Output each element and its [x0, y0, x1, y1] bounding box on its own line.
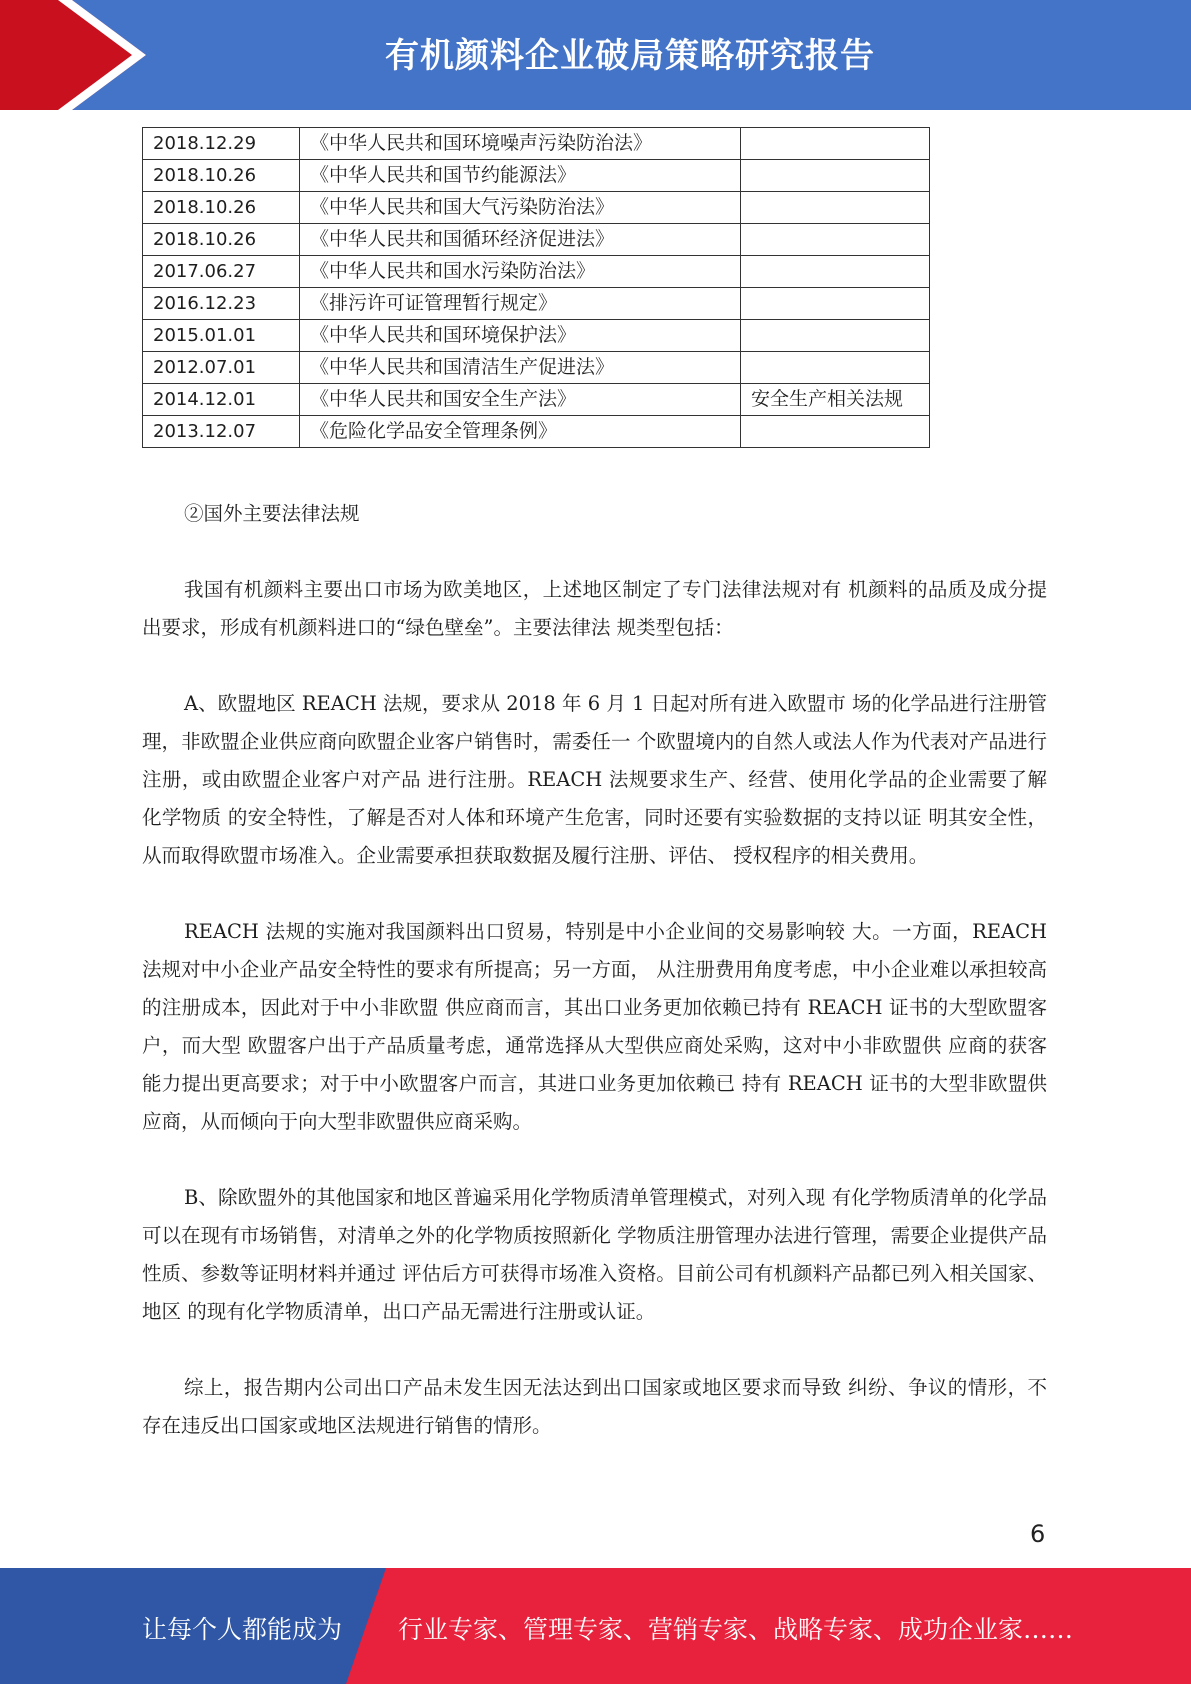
category-cell: 安全生产相关法规 [741, 384, 930, 416]
category-cell [741, 128, 930, 160]
table-row [143, 288, 930, 320]
table-row [143, 224, 930, 256]
law-cell: 《中华人民共和国环境噪声污染防治法》 [300, 128, 741, 160]
law-cell: 《排污许可证管理暂行规定》 [300, 288, 741, 320]
category-cell [741, 160, 930, 192]
date-cell: 2016.12.23 [143, 288, 300, 320]
law-cell: 《中华人民共和国环境保护法》 [300, 320, 741, 352]
law-cell: 《中华人民共和国清洁生产促进法》 [300, 352, 741, 384]
date-cell: 2013.12.07 [143, 416, 300, 448]
date-cell: 2018.10.26 [143, 224, 300, 256]
table-row [143, 192, 930, 224]
law-cell: 《中华人民共和国大气污染防治法》 [300, 192, 741, 224]
header-red-chevron [0, 0, 150, 110]
table-row [143, 160, 930, 192]
table-row [143, 384, 930, 416]
footer-slogan-right: 行业专家、管理专家、营销专家、战略专家、成功企业家…… [398, 1615, 1074, 1644]
paragraph-summary: 综上，报告期内公司出口产品未发生因无法达到出口国家或地区要求而导致 纠纷、争议的情形，不存在违反出口国家或地区法规进行销售的情形。 [142, 1376, 1047, 1437]
date-cell: 2015.01.01 [143, 320, 300, 352]
section-subheading: ②国外主要法律法规 [184, 502, 360, 525]
date-cell: 2014.12.01 [143, 384, 300, 416]
table-row [143, 416, 930, 448]
category-cell [741, 256, 930, 288]
paragraph-reach-eu: A、欧盟地区 REACH 法规，要求从 2018 年 6 月 1 日起对所有进入欧盟市 场的化学品进行注册管理，非欧盟企业供应商向欧盟企业客户销售时，需委任一 个欧盟境内的自然人或法人作为代表对产品进行注册，或由欧盟企业客户对产品 进行注册。REACH 法规要求生产、经营、使用化学品的企业需要了解化学物质 的安全特性，了解是否对人体和环境产生危害，同时还要有实验数据的支持以证 明其安全性，从而取得欧盟市场准入。企业需要承担获取数据及履行注册、评估、 授权程序的相关费用。 [142, 692, 1047, 867]
date-cell: 2018.10.26 [143, 160, 300, 192]
date-cell: 2012.07.01 [143, 352, 300, 384]
paragraph-reach-impact: REACH 法规的实施对我国颜料出口贸易，特别是中小企业间的交易影响较 大。一方面，REACH 法规对中小企业产品安全特性的要求有所提高；另一方面， 从注册费用角度考虑，中小企业难以承担较高的注册成本，因此对于中小非欧盟 供应商而言，其出口业务更加依赖已持有 REACH 证书的大型欧盟客户，而大型 欧盟客户出于产品质量考虑，通常选择从大型供应商处采购，这对中小非欧盟供 应商的获客能力提出更高要求；对于中小欧盟客户而言，其进口业务更加依赖已 持有 REACH 证书的大型非欧盟供应商，从而倾向于向大型非欧盟供应商采购。 [142, 920, 1047, 1133]
page-footer [0, 1568, 1191, 1684]
table-row [143, 256, 930, 288]
table-row [143, 320, 930, 352]
category-cell [741, 224, 930, 256]
date-cell: 2018.10.26 [143, 192, 300, 224]
page-header [0, 0, 1191, 110]
law-cell: 《危险化学品安全管理条例》 [300, 416, 741, 448]
law-cell: 《中华人民共和国节约能源法》 [300, 160, 741, 192]
category-cell [741, 288, 930, 320]
table-row [143, 352, 930, 384]
main-content [142, 495, 1047, 1483]
category-cell [741, 416, 930, 448]
footer-slogan-left: 让每个人都能成为 [142, 1615, 343, 1644]
table-row [143, 128, 930, 160]
date-cell: 2017.06.27 [143, 256, 300, 288]
law-cell: 《中华人民共和国循环经济促进法》 [300, 224, 741, 256]
category-cell [741, 352, 930, 384]
report-title: 有机颜料企业破局策略研究报告 [385, 36, 875, 76]
paragraph-other-countries: B、除欧盟外的其他国家和地区普遍采用化学物质清单管理模式，对列入现 有化学物质清单的化学品可以在现有市场销售，对清单之外的化学物质按照新化 学物质注册管理办法进行管理，需要企业提供产品性质、参数等证明材料并通过 评估后方可获得市场准入资格。目前公司有机颜料产品都已列入相关国家、地区 的现有化学物质清单，出口产品无需进行注册或认证。 [142, 1186, 1047, 1323]
laws-table [142, 127, 930, 448]
law-cell: 《中华人民共和国水污染防治法》 [300, 256, 741, 288]
category-cell [741, 192, 930, 224]
date-cell: 2018.12.29 [143, 128, 300, 160]
law-cell: 《中华人民共和国安全生产法》 [300, 384, 741, 416]
page-number: 6 [1030, 1520, 1046, 1548]
category-cell [741, 320, 930, 352]
paragraph-export-market: 我国有机颜料主要出口市场为欧美地区，上述地区制定了专门法律法规对有 机颜料的品质及成分提出要求，形成有机颜料进口的“绿色壁垒”。主要法律法 规类型包括： [142, 578, 1047, 639]
